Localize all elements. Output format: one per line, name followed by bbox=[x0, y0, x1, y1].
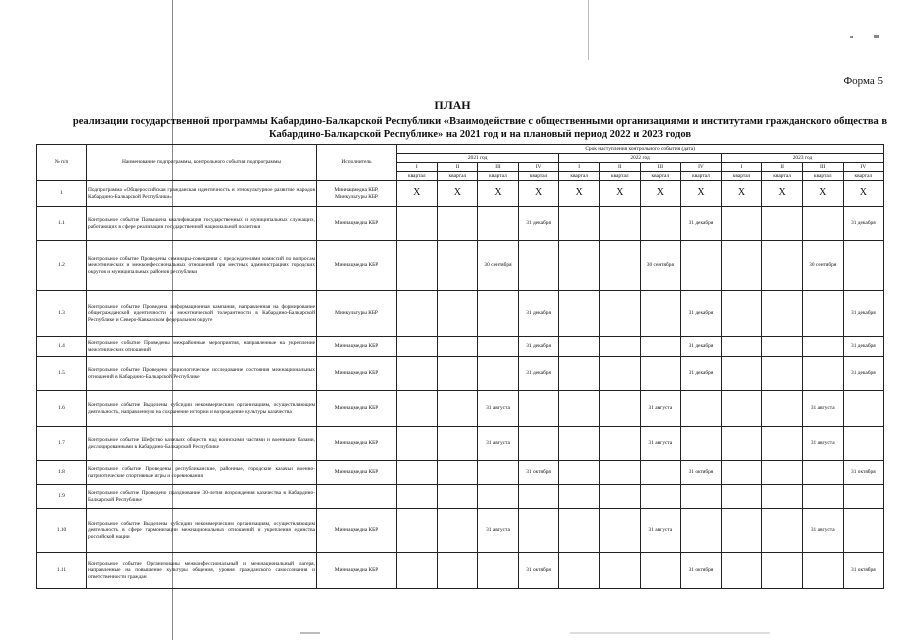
header-num: № п/п bbox=[37, 145, 87, 181]
row-executor: Миннацмедиа КБР bbox=[317, 509, 397, 553]
row-deadline-cell bbox=[599, 337, 640, 357]
row-deadline-cell: 31 августа bbox=[802, 427, 843, 461]
row-deadline-cell bbox=[640, 207, 681, 241]
header-quarter: IV bbox=[681, 163, 722, 172]
table-row bbox=[37, 207, 884, 241]
row-event-name: Контрольное событие Повышена квалификация государственных и муниципальных служащих, работающих в сфере реализации государственной национальной политики bbox=[87, 207, 317, 241]
row-deadline-cell bbox=[559, 241, 600, 291]
row-deadline-cell: 31 декабря bbox=[843, 337, 884, 357]
row-deadline-cell bbox=[437, 391, 478, 427]
row-event-name: Контрольное событие Выделены субсидии некоммерческим организациям, осуществляющим деятельность, направленную на сохранение истории и возрождение культуры казачества bbox=[87, 391, 317, 427]
row-deadline-cell bbox=[640, 357, 681, 391]
row-deadline-cell: 31 октября bbox=[843, 461, 884, 485]
row-deadline-cell bbox=[599, 509, 640, 553]
row-deadline-cell bbox=[762, 485, 803, 509]
row-deadline-cell bbox=[721, 509, 762, 553]
row-deadline-cell bbox=[518, 427, 559, 461]
row-deadline-cell bbox=[518, 485, 559, 509]
header-quarter-word: квартал bbox=[843, 172, 884, 181]
header-quarter-word: квартал bbox=[559, 172, 600, 181]
header-quarter-word: квартал bbox=[437, 172, 478, 181]
table-row bbox=[37, 485, 884, 509]
row-executor: Миннацмедиа КБР bbox=[317, 427, 397, 461]
header-quarter-word: квартал bbox=[478, 172, 519, 181]
row-deadline-cell bbox=[437, 337, 478, 357]
row-deadline-cell bbox=[843, 391, 884, 427]
row-deadline-cell: 31 октября bbox=[681, 553, 722, 589]
row-deadline-cell bbox=[640, 461, 681, 485]
header-quarter: III bbox=[802, 163, 843, 172]
row-deadline-cell bbox=[559, 427, 600, 461]
header-quarter-word: квартал bbox=[518, 172, 559, 181]
document-title: ПЛАН bbox=[434, 98, 471, 112]
row-deadline-cell: 31 декабря bbox=[843, 357, 884, 391]
row-deadline-cell bbox=[721, 357, 762, 391]
row-deadline-cell bbox=[802, 357, 843, 391]
table-row bbox=[37, 241, 884, 291]
table-row bbox=[37, 181, 884, 207]
row-executor: Миннацмедиа КБР bbox=[317, 461, 397, 485]
row-event-name: Контрольное событие Шефство казачьих обществ над воинскими частями и военными базами, дислоцированными в Кабардино-Балкарской Республике bbox=[87, 427, 317, 461]
row-deadline-cell bbox=[559, 485, 600, 509]
row-deadline-cell bbox=[721, 553, 762, 589]
row-deadline-cell: 31 октября bbox=[843, 553, 884, 589]
row-executor: Миннацмедиа КБР bbox=[317, 553, 397, 589]
row-deadline-cell bbox=[721, 485, 762, 509]
row-deadline-cell bbox=[478, 357, 519, 391]
row-deadline-cell bbox=[762, 553, 803, 589]
row-executor: Миннацмедиа КБР bbox=[317, 357, 397, 391]
row-deadline-cell bbox=[843, 241, 884, 291]
table-row bbox=[37, 427, 884, 461]
row-deadline-cell bbox=[599, 553, 640, 589]
row-deadline-cell bbox=[437, 357, 478, 391]
row-deadline-cell bbox=[397, 461, 438, 485]
row-deadline-cell: 31 октября bbox=[681, 461, 722, 485]
row-deadline-cell bbox=[478, 553, 519, 589]
table-row bbox=[37, 391, 884, 427]
scan-artifact-footer bbox=[300, 632, 320, 634]
header-year: 2022 год bbox=[559, 154, 721, 163]
row-deadline-cell bbox=[802, 291, 843, 337]
row-event-name: Контрольное событие Проведено празднование 30-летия возрождения казачества в Кабардино-Балкарской Республике bbox=[87, 485, 317, 509]
header-quarter: III bbox=[478, 163, 519, 172]
header-quarter: II bbox=[599, 163, 640, 172]
row-deadline-cell bbox=[599, 291, 640, 337]
row-deadline-cell: 31 декабря bbox=[518, 291, 559, 337]
row-deadline-cell: 30 сентября bbox=[478, 241, 519, 291]
row-deadline-cell bbox=[681, 509, 722, 553]
row-event-name: Контрольное событие Проведена информационная кампания, направленная на формирование общегражданской идентичности и межэтнической толерантности в Кабардино-Балкарской Республике и Северо-Кавказском федеральном округе bbox=[87, 291, 317, 337]
row-deadline-cell bbox=[397, 391, 438, 427]
row-deadline-cell: 30 сентября bbox=[802, 241, 843, 291]
row-deadline-cell bbox=[559, 291, 600, 337]
row-deadline-cell bbox=[518, 509, 559, 553]
header-quarter: I bbox=[397, 163, 438, 172]
row-executor bbox=[317, 485, 397, 509]
row-deadline-cell bbox=[681, 485, 722, 509]
row-deadline-cell: X bbox=[721, 181, 762, 207]
row-deadline-cell: 31 декабря bbox=[681, 207, 722, 241]
row-deadline-cell bbox=[437, 509, 478, 553]
row-number: 1.11 bbox=[37, 553, 87, 589]
row-deadline-cell: 31 августа bbox=[640, 509, 681, 553]
row-deadline-cell bbox=[762, 509, 803, 553]
row-deadline-cell bbox=[397, 291, 438, 337]
row-deadline-cell bbox=[721, 291, 762, 337]
row-deadline-cell: X bbox=[397, 181, 438, 207]
row-deadline-cell: 31 декабря bbox=[518, 337, 559, 357]
row-deadline-cell: 31 августа bbox=[802, 509, 843, 553]
row-deadline-cell bbox=[640, 291, 681, 337]
row-deadline-cell bbox=[437, 291, 478, 337]
row-deadline-cell bbox=[721, 337, 762, 357]
row-deadline-cell bbox=[762, 391, 803, 427]
row-deadline-cell bbox=[437, 427, 478, 461]
row-number: 1.2 bbox=[37, 241, 87, 291]
row-deadline-cell bbox=[559, 357, 600, 391]
row-deadline-cell bbox=[559, 391, 600, 427]
row-deadline-cell: 31 октября bbox=[518, 553, 559, 589]
row-deadline-cell bbox=[802, 553, 843, 589]
row-deadline-cell: 31 декабря bbox=[518, 207, 559, 241]
row-deadline-cell bbox=[397, 427, 438, 461]
row-deadline-cell bbox=[478, 337, 519, 357]
scan-artifact-line bbox=[588, 0, 589, 60]
table-row bbox=[37, 337, 884, 357]
table-row bbox=[37, 291, 884, 337]
row-deadline-cell: 30 сентября bbox=[640, 241, 681, 291]
header-executor: Исполнитель bbox=[317, 145, 397, 181]
row-deadline-cell: X bbox=[599, 181, 640, 207]
row-number: 1.5 bbox=[37, 357, 87, 391]
scan-artifact-mark bbox=[874, 35, 879, 38]
header-name: Наименование подпрограммы, контрольного события подпрограммы bbox=[87, 145, 317, 181]
row-deadline-cell: 31 декабря bbox=[843, 291, 884, 337]
row-deadline-cell bbox=[397, 357, 438, 391]
row-deadline-cell: 31 августа bbox=[478, 427, 519, 461]
row-event-name: Контрольное событие Проведены республиканские, районные, городские казачьи военно-патриотические спортивные игры и соревнования bbox=[87, 461, 317, 485]
row-deadline-cell: X bbox=[640, 181, 681, 207]
row-deadline-cell bbox=[599, 427, 640, 461]
row-event-name: Контрольное событие Проведены семинары-совещания с председателями комиссий по вопросам межэтнических и межконфессиональных отношений при местных администрациях городских округов и муниципальных районов республики bbox=[87, 241, 317, 291]
row-deadline-cell bbox=[721, 461, 762, 485]
row-deadline-cell bbox=[599, 391, 640, 427]
row-deadline-cell bbox=[478, 485, 519, 509]
header-quarter-word: квартал bbox=[397, 172, 438, 181]
row-deadline-cell bbox=[397, 241, 438, 291]
row-executor: Миннацмедиа КБР bbox=[317, 241, 397, 291]
row-deadline-cell bbox=[559, 553, 600, 589]
row-deadline-cell bbox=[721, 391, 762, 427]
table-row bbox=[37, 357, 884, 391]
header-quarter-word: квартал bbox=[721, 172, 762, 181]
row-deadline-cell bbox=[599, 241, 640, 291]
table-body bbox=[37, 181, 884, 589]
header-quarter-word: квартал bbox=[599, 172, 640, 181]
row-deadline-cell bbox=[599, 357, 640, 391]
header-quarter: III bbox=[640, 163, 681, 172]
header-quarter: IV bbox=[843, 163, 884, 172]
row-deadline-cell bbox=[802, 461, 843, 485]
row-deadline-cell bbox=[640, 485, 681, 509]
header-quarter: II bbox=[762, 163, 803, 172]
row-deadline-cell: 31 декабря bbox=[681, 357, 722, 391]
row-deadline-cell bbox=[721, 241, 762, 291]
row-deadline-cell bbox=[762, 461, 803, 485]
row-deadline-cell bbox=[437, 553, 478, 589]
row-number: 1.9 bbox=[37, 485, 87, 509]
row-deadline-cell bbox=[762, 291, 803, 337]
row-deadline-cell: X bbox=[478, 181, 519, 207]
row-number: 1.10 bbox=[37, 509, 87, 553]
row-deadline-cell bbox=[478, 461, 519, 485]
row-deadline-cell: X bbox=[518, 181, 559, 207]
row-event-name: Подпрограмма «Общероссийская гражданская идентичность и этнокультурное развитие народов Кабардино-Балкарской Республики» bbox=[87, 181, 317, 207]
header-quarter-word: квартал bbox=[762, 172, 803, 181]
row-deadline-cell bbox=[397, 485, 438, 509]
row-deadline-cell: 31 декабря bbox=[843, 207, 884, 241]
row-deadline-cell bbox=[802, 337, 843, 357]
table-row bbox=[37, 461, 884, 485]
table-header bbox=[37, 145, 884, 181]
header-quarter: I bbox=[721, 163, 762, 172]
row-deadline-cell bbox=[843, 485, 884, 509]
row-event-name: Контрольное событие Организованы межконфессиональный и межнациональный лагеря, направленные на повышение культуры общения, уровня гражданского самосознания и ответственности граждан bbox=[87, 553, 317, 589]
row-number: 1.7 bbox=[37, 427, 87, 461]
row-deadline-cell bbox=[559, 461, 600, 485]
row-deadline-cell: 31 августа bbox=[478, 391, 519, 427]
row-deadline-cell bbox=[397, 509, 438, 553]
row-deadline-cell: X bbox=[802, 181, 843, 207]
row-deadline-cell: 31 декабря bbox=[681, 291, 722, 337]
row-deadline-cell bbox=[762, 357, 803, 391]
scan-artifact-mark bbox=[850, 36, 853, 38]
row-deadline-cell bbox=[843, 509, 884, 553]
row-deadline-cell: X bbox=[843, 181, 884, 207]
row-deadline-cell bbox=[518, 241, 559, 291]
row-event-name: Контрольное событие Проведено социологическое исследование состояния межнациональных отношений в Кабардино-Балкарской Республике bbox=[87, 357, 317, 391]
row-number: 1.8 bbox=[37, 461, 87, 485]
row-deadline-cell bbox=[681, 241, 722, 291]
header-quarter: II bbox=[437, 163, 478, 172]
row-deadline-cell: X bbox=[762, 181, 803, 207]
row-deadline-cell: 31 октября bbox=[518, 461, 559, 485]
row-deadline-cell bbox=[559, 509, 600, 553]
row-deadline-cell bbox=[397, 207, 438, 241]
header-deadline: Срок наступления контрольного события (дата) bbox=[397, 145, 884, 154]
row-executor: Миннацмедиа КБР bbox=[317, 207, 397, 241]
row-deadline-cell bbox=[721, 207, 762, 241]
row-deadline-cell bbox=[681, 391, 722, 427]
row-deadline-cell bbox=[762, 427, 803, 461]
row-deadline-cell bbox=[843, 427, 884, 461]
row-event-name: Контрольное событие Выделены субсидии некоммерческим организациям, осуществляющим деятельность в сфере гармонизации межнациональных отношений и укрепления единства российской нации bbox=[87, 509, 317, 553]
row-deadline-cell bbox=[599, 207, 640, 241]
row-deadline-cell bbox=[721, 427, 762, 461]
row-executor: Миннацмедиа КБР bbox=[317, 391, 397, 427]
row-deadline-cell bbox=[599, 461, 640, 485]
header-quarter-word: квартал bbox=[681, 172, 722, 181]
row-executor: Миннацмедиа КБР, Минкультуры КБР bbox=[317, 181, 397, 207]
row-deadline-cell: 31 августа bbox=[640, 391, 681, 427]
row-deadline-cell bbox=[397, 553, 438, 589]
row-number: 1.4 bbox=[37, 337, 87, 357]
header-quarter: I bbox=[559, 163, 600, 172]
header-quarter-word: квартал bbox=[640, 172, 681, 181]
row-deadline-cell bbox=[437, 485, 478, 509]
row-deadline-cell bbox=[478, 291, 519, 337]
header-year: 2021 год bbox=[397, 154, 559, 163]
plan-table bbox=[36, 144, 884, 589]
row-deadline-cell bbox=[599, 485, 640, 509]
row-number: 1.3 bbox=[37, 291, 87, 337]
row-deadline-cell bbox=[437, 207, 478, 241]
header-quarter: IV bbox=[518, 163, 559, 172]
row-deadline-cell bbox=[437, 461, 478, 485]
row-deadline-cell bbox=[640, 553, 681, 589]
row-deadline-cell: 31 декабря bbox=[681, 337, 722, 357]
row-number: 1 bbox=[37, 181, 87, 207]
row-deadline-cell bbox=[559, 207, 600, 241]
row-deadline-cell bbox=[397, 337, 438, 357]
row-deadline-cell bbox=[640, 337, 681, 357]
row-deadline-cell bbox=[681, 427, 722, 461]
row-deadline-cell: 31 декабря bbox=[518, 357, 559, 391]
row-number: 1.1 bbox=[37, 207, 87, 241]
row-deadline-cell bbox=[518, 391, 559, 427]
row-executor: Минкультуры КБР bbox=[317, 291, 397, 337]
row-deadline-cell bbox=[762, 337, 803, 357]
row-executor: Миннацмедиа КБР bbox=[317, 337, 397, 357]
row-deadline-cell bbox=[762, 241, 803, 291]
row-deadline-cell bbox=[437, 241, 478, 291]
row-deadline-cell bbox=[802, 485, 843, 509]
row-deadline-cell: X bbox=[681, 181, 722, 207]
row-deadline-cell: 31 августа bbox=[802, 391, 843, 427]
form-label: Форма 5 bbox=[843, 75, 883, 87]
header-quarter-word: квартал bbox=[802, 172, 843, 181]
row-event-name: Контрольное событие Проведены межрайонные мероприятия, направленные на укрепление межэтнических отношений bbox=[87, 337, 317, 357]
row-deadline-cell bbox=[478, 207, 519, 241]
header-year: 2023 год bbox=[721, 154, 883, 163]
row-deadline-cell bbox=[762, 207, 803, 241]
row-deadline-cell: X bbox=[559, 181, 600, 207]
row-deadline-cell bbox=[559, 337, 600, 357]
row-deadline-cell: 31 августа bbox=[640, 427, 681, 461]
scan-artifact-footer bbox=[570, 632, 770, 634]
table-row bbox=[37, 509, 884, 553]
row-deadline-cell: X bbox=[437, 181, 478, 207]
table-row bbox=[37, 553, 884, 589]
row-deadline-cell: 31 августа bbox=[478, 509, 519, 553]
row-number: 1.6 bbox=[37, 391, 87, 427]
row-deadline-cell bbox=[802, 207, 843, 241]
document-subtitle: реализации государственной программы Кабардино-Балкарской Республики «Взаимодействие с общественными организациями и институтами гражданского общества в Кабардино-Балкарской Республике» на 2021 год и на плановый период 2022 и 2023 годов bbox=[72, 116, 888, 140]
